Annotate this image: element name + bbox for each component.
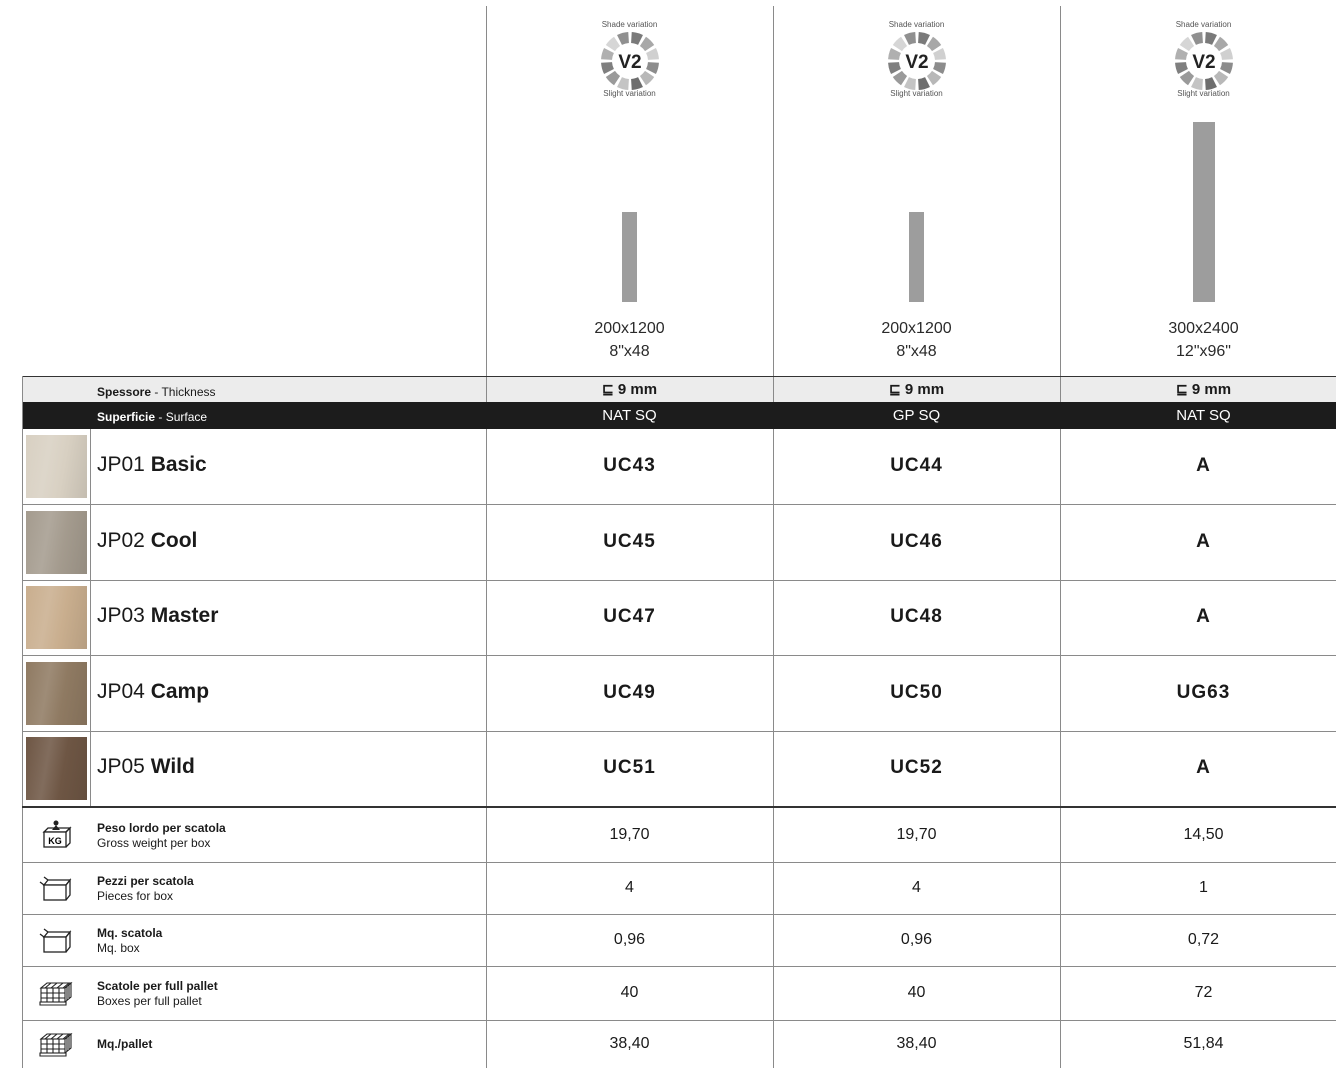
badge-segment	[1179, 37, 1193, 51]
spec-row	[22, 862, 1336, 915]
spec-value: 40	[907, 984, 926, 1001]
product-code: A	[1196, 455, 1211, 476]
badge-segment	[639, 71, 653, 85]
product-name: JP02 Cool	[97, 528, 198, 552]
slight-variation-label: Slight variation	[603, 89, 656, 98]
spec-row	[22, 1020, 1336, 1068]
badge-segment	[1205, 32, 1217, 45]
spec-label-en: Gross weight per box	[97, 836, 211, 850]
product-code: UC46	[890, 530, 943, 552]
spec-value: 0,96	[613, 931, 646, 948]
pallet-icon	[36, 1029, 76, 1059]
product-code: UC43	[603, 455, 656, 476]
pallet-icon	[36, 978, 76, 1008]
badge-segment	[1220, 48, 1233, 60]
spec-label-it: Mq. scatola	[97, 926, 163, 940]
surface-value: GP SQ	[892, 407, 941, 424]
thickness-row	[22, 376, 1336, 403]
table-left-border	[22, 376, 23, 1068]
product-code: UC51	[603, 757, 656, 779]
product-code: UC45	[603, 530, 656, 552]
product-swatch	[26, 662, 87, 725]
badge-segment	[933, 62, 946, 74]
product-row	[22, 656, 1336, 732]
product-code: A	[1196, 757, 1211, 779]
product-code: UC50	[890, 681, 943, 703]
badge-segment	[888, 48, 901, 60]
badge-segment	[605, 71, 619, 85]
badge-segment	[888, 62, 901, 74]
shade-variation-label: Shade variation	[601, 20, 658, 29]
badge-segment	[1220, 62, 1233, 74]
spec-label-it: Scatole per full pallet	[97, 979, 218, 993]
badge-segment	[926, 37, 940, 51]
badge-segment	[933, 48, 946, 60]
shade-variation-badge-icon	[1174, 31, 1234, 91]
badge-segment	[646, 62, 659, 74]
thickness-icon: ⊑	[1175, 381, 1188, 397]
spec-label-it: Mq./pallet	[97, 1037, 153, 1051]
table-column-separator	[773, 429, 774, 1068]
surface-value: NAT SQ	[602, 407, 657, 424]
table-column-separator	[486, 429, 487, 1068]
spec-value: 51,84	[1183, 1035, 1224, 1052]
badge-label: V2	[617, 52, 642, 73]
shade-variation-label: Shade variation	[888, 20, 945, 29]
product-code: UC49	[603, 681, 656, 703]
product-name: JP03 Master	[97, 604, 219, 628]
box-icon	[36, 873, 76, 903]
thickness-icon: ⊑	[888, 381, 901, 397]
spec-value: 0,72	[1187, 931, 1220, 948]
badge-segment	[646, 48, 659, 60]
badge-label: V2	[904, 52, 929, 73]
product-swatch	[26, 737, 87, 800]
surface-label: Superficie - Surface	[97, 410, 208, 424]
spec-row	[22, 966, 1336, 1021]
product-code: A	[1196, 530, 1211, 552]
spec-row	[22, 914, 1336, 967]
tile-size-illustration	[622, 212, 637, 302]
spec-value: 4	[912, 879, 921, 896]
spec-value: 72	[1194, 984, 1213, 1001]
product-name: JP04 Camp	[97, 679, 210, 703]
badge-segment	[1175, 48, 1188, 60]
product-row	[22, 731, 1336, 807]
thickness-label: Spessore - Thickness	[97, 385, 216, 399]
swatch-column-separator	[90, 429, 91, 807]
badge-segment	[617, 32, 629, 45]
badge-segment	[631, 32, 643, 45]
spec-label-it: Peso lordo per scatola	[97, 821, 226, 835]
shade-variation-label: Shade variation	[1175, 20, 1232, 29]
tile-size-illustration	[1193, 122, 1215, 302]
product-code: UC48	[890, 606, 943, 628]
spec-row	[22, 808, 1336, 863]
section-divider	[22, 806, 1336, 808]
product-code: UC44	[890, 455, 943, 476]
size-inch: 8"x48	[609, 343, 650, 360]
thickness-value: ⊑ 9 mm	[601, 381, 658, 398]
badge-segment	[639, 37, 653, 51]
badge-segment	[926, 71, 940, 85]
slight-variation-label: Slight variation	[890, 89, 943, 98]
product-row	[22, 580, 1336, 656]
shade-variation-badge-icon	[600, 31, 660, 91]
spec-value: 38,40	[896, 1035, 937, 1052]
badge-segment	[904, 32, 916, 45]
spec-label-en: Pieces for box	[97, 889, 174, 903]
product-row	[22, 429, 1336, 505]
thickness-value: ⊑ 9 mm	[1175, 381, 1232, 398]
badge-segment	[1213, 37, 1227, 51]
badge-segment	[605, 37, 619, 51]
badge-segment	[1213, 71, 1227, 85]
size-mm: 200x1200	[881, 320, 952, 337]
table-column-separator	[1060, 429, 1061, 1068]
badge-segment	[1191, 32, 1203, 45]
size-mm: 300x2400	[1168, 320, 1239, 337]
badge-segment	[601, 48, 614, 60]
badge-segment	[1179, 71, 1193, 85]
spec-value: 0,96	[900, 931, 933, 948]
product-code: UG63	[1176, 681, 1231, 703]
badge-segment	[918, 32, 930, 45]
spec-label-it: Pezzi per scatola	[97, 874, 194, 888]
spec-value: 4	[625, 879, 634, 896]
spec-value: 40	[620, 984, 639, 1001]
badge-segment	[601, 62, 614, 74]
thickness-icon: ⊑	[601, 381, 614, 397]
product-row	[22, 505, 1336, 581]
spec-value: 19,70	[609, 826, 650, 843]
surface-row	[22, 402, 1336, 429]
slight-variation-label: Slight variation	[1177, 89, 1230, 98]
size-inch: 8"x48	[896, 343, 937, 360]
spec-label-en: Mq. box	[97, 941, 140, 955]
product-name: JP01 Basic	[97, 453, 207, 476]
badge-segment	[892, 37, 906, 51]
product-name: JP05 Wild	[97, 755, 195, 779]
spec-value: 1	[1199, 879, 1208, 896]
spec-value: 14,50	[1183, 826, 1224, 843]
size-inch: 12"x96"	[1176, 343, 1231, 360]
product-swatch	[26, 586, 87, 649]
tile-size-illustration	[909, 212, 924, 302]
product-code: UC47	[603, 606, 656, 628]
svg-text:KG: KG	[48, 836, 62, 846]
spec-value: 38,40	[609, 1035, 650, 1052]
product-code: A	[1196, 606, 1211, 628]
column-header-1	[486, 0, 773, 374]
badge-segment	[1175, 62, 1188, 74]
column-header-2	[773, 0, 1060, 374]
product-code: UC52	[890, 757, 943, 779]
product-swatch	[26, 511, 87, 574]
thickness-value: ⊑ 9 mm	[888, 381, 945, 398]
weight-box-icon	[36, 820, 76, 850]
shade-variation-badge-icon	[887, 31, 947, 91]
column-header-3	[1060, 0, 1336, 374]
product-swatch	[26, 435, 87, 498]
badge-segment	[892, 71, 906, 85]
spec-value: 19,70	[896, 826, 937, 843]
box-icon	[36, 925, 76, 955]
size-mm: 200x1200	[594, 320, 665, 337]
surface-value: NAT SQ	[1176, 407, 1231, 424]
spec-label-en: Boxes per full pallet	[97, 994, 202, 1008]
badge-label: V2	[1191, 52, 1216, 73]
